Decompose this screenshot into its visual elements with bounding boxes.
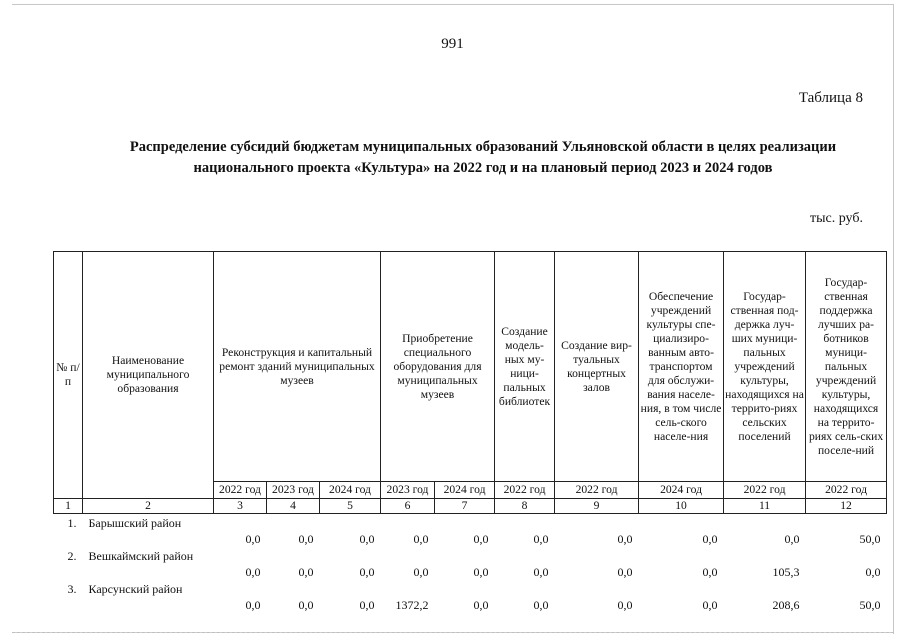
title-line-1: Распределение субсидий бюджетам муниципальных образований Ульяновской области в целях реализации bbox=[129, 139, 837, 155]
header-equipment: Приобретение специального оборудования для муниципальных музеев bbox=[381, 252, 495, 482]
value-cell: 0,0 bbox=[298, 531, 314, 546]
value-cell: 50,0 bbox=[859, 531, 881, 546]
column-number-row bbox=[54, 499, 887, 514]
value-cell: 0,0 bbox=[245, 531, 261, 546]
value-cell: 0,0 bbox=[413, 531, 429, 546]
column-number: 5 bbox=[320, 499, 381, 514]
value-cell: 0,0 bbox=[298, 564, 314, 579]
value-cell: 0,0 bbox=[702, 597, 718, 612]
value-cell: 0,0 bbox=[533, 597, 549, 612]
column-number: 11 bbox=[724, 499, 806, 514]
value-cell: 0,0 bbox=[473, 564, 489, 579]
year-header: 2024 год bbox=[320, 482, 381, 499]
value-cell: 0,0 bbox=[413, 564, 429, 579]
column-number: 6 bbox=[381, 499, 435, 514]
header-libraries: Создание модель-ных му-ници-пальных библиотек bbox=[495, 252, 555, 482]
table-row bbox=[54, 547, 887, 580]
municipality-name: Карсунский район bbox=[88, 581, 183, 596]
value-cell: 0,0 bbox=[245, 564, 261, 579]
column-number: 9 bbox=[555, 499, 639, 514]
municipality-name: Вешкаймский район bbox=[88, 548, 194, 563]
value-cell: 0,0 bbox=[298, 597, 314, 612]
page-number: 991 bbox=[441, 36, 464, 52]
value-cell: 0,0 bbox=[617, 564, 633, 579]
row-number: 1. bbox=[67, 516, 77, 530]
column-number: 7 bbox=[435, 499, 495, 514]
units-label: тыс. руб. bbox=[810, 211, 863, 226]
row-number: 3. bbox=[67, 581, 77, 596]
value-cell: 0,0 bbox=[359, 564, 375, 579]
column-number: 12 bbox=[806, 499, 887, 514]
value-cell: 0,0 bbox=[617, 597, 633, 612]
header-transport: Обеспечение учреждений культуры спе-циализиро-ванным авто-транспортом для обслужи-вания населе-ния, в том числе сель-ского населе-ния bbox=[639, 252, 724, 482]
year-header: 2022 год bbox=[495, 482, 555, 499]
subsidies-table bbox=[53, 251, 887, 613]
header-reconstruction: Реконструкция и капитальный ремонт зданий муниципальных музеев bbox=[214, 252, 381, 482]
header-concert-halls: Создание вир-туальных концертных залов bbox=[555, 252, 639, 482]
table-row bbox=[54, 514, 887, 547]
year-header: 2024 год bbox=[639, 482, 724, 499]
header-name: Наименование муниципального образования bbox=[83, 252, 214, 499]
title-line-2: национального проекта «Культура» на 2022 год и на плановый период 2023 и 2024 годов bbox=[193, 160, 773, 176]
value-cell: 0,0 bbox=[359, 531, 375, 546]
year-header: 2022 год bbox=[724, 482, 806, 499]
year-header: 2022 год bbox=[214, 482, 267, 499]
value-cell: 0,0 bbox=[473, 597, 489, 612]
value-cell: 0,0 bbox=[245, 597, 261, 612]
value-cell: 0,0 bbox=[533, 564, 549, 579]
value-cell: 0,0 bbox=[702, 531, 718, 546]
value-cell: 0,0 bbox=[784, 531, 800, 546]
page-border-top bbox=[12, 4, 894, 5]
header-row bbox=[54, 252, 887, 482]
value-cell: 1372,2 bbox=[395, 597, 429, 612]
column-number: 1 bbox=[54, 499, 83, 514]
value-cell: 0,0 bbox=[359, 597, 375, 612]
column-number: 10 bbox=[639, 499, 724, 514]
value-cell: 50,0 bbox=[859, 597, 881, 612]
document-title bbox=[60, 137, 905, 179]
column-number: 8 bbox=[495, 499, 555, 514]
column-number: 3 bbox=[214, 499, 267, 514]
header-support-workers: Государ-ственная поддержка лучших ра-ботников муници-пальных учреждений культуры, находящихся на террито-риях сель-ских поселе-ний bbox=[806, 252, 887, 482]
year-header: 2022 год bbox=[806, 482, 887, 499]
page-border-bottom bbox=[12, 632, 894, 633]
value-cell: 208,6 bbox=[772, 597, 800, 612]
value-cell: 0,0 bbox=[473, 531, 489, 546]
year-header: 2022 год bbox=[555, 482, 639, 499]
value-cell: 105,3 bbox=[772, 564, 800, 579]
page-border-right bbox=[893, 4, 894, 634]
table-row bbox=[54, 580, 887, 613]
year-header: 2024 год bbox=[435, 482, 495, 499]
value-cell: 0,0 bbox=[533, 531, 549, 546]
year-header: 2023 год bbox=[381, 482, 435, 499]
column-number: 4 bbox=[267, 499, 320, 514]
municipality-name: Барышский район bbox=[88, 516, 182, 530]
header-support-institutions: Государ-ственная под-держка луч-ших муници-пальных учреждений культуры, находящихся на террито-риях сельских поселений bbox=[724, 252, 806, 482]
row-number: 2. bbox=[67, 548, 77, 563]
value-cell: 0,0 bbox=[702, 564, 718, 579]
table-label: Таблица 8 bbox=[798, 90, 863, 106]
header-num: № п/п bbox=[54, 252, 83, 499]
value-cell: 0,0 bbox=[617, 531, 633, 546]
year-header: 2023 год bbox=[267, 482, 320, 499]
value-cell: 0,0 bbox=[865, 564, 881, 579]
column-number: 2 bbox=[83, 499, 214, 514]
